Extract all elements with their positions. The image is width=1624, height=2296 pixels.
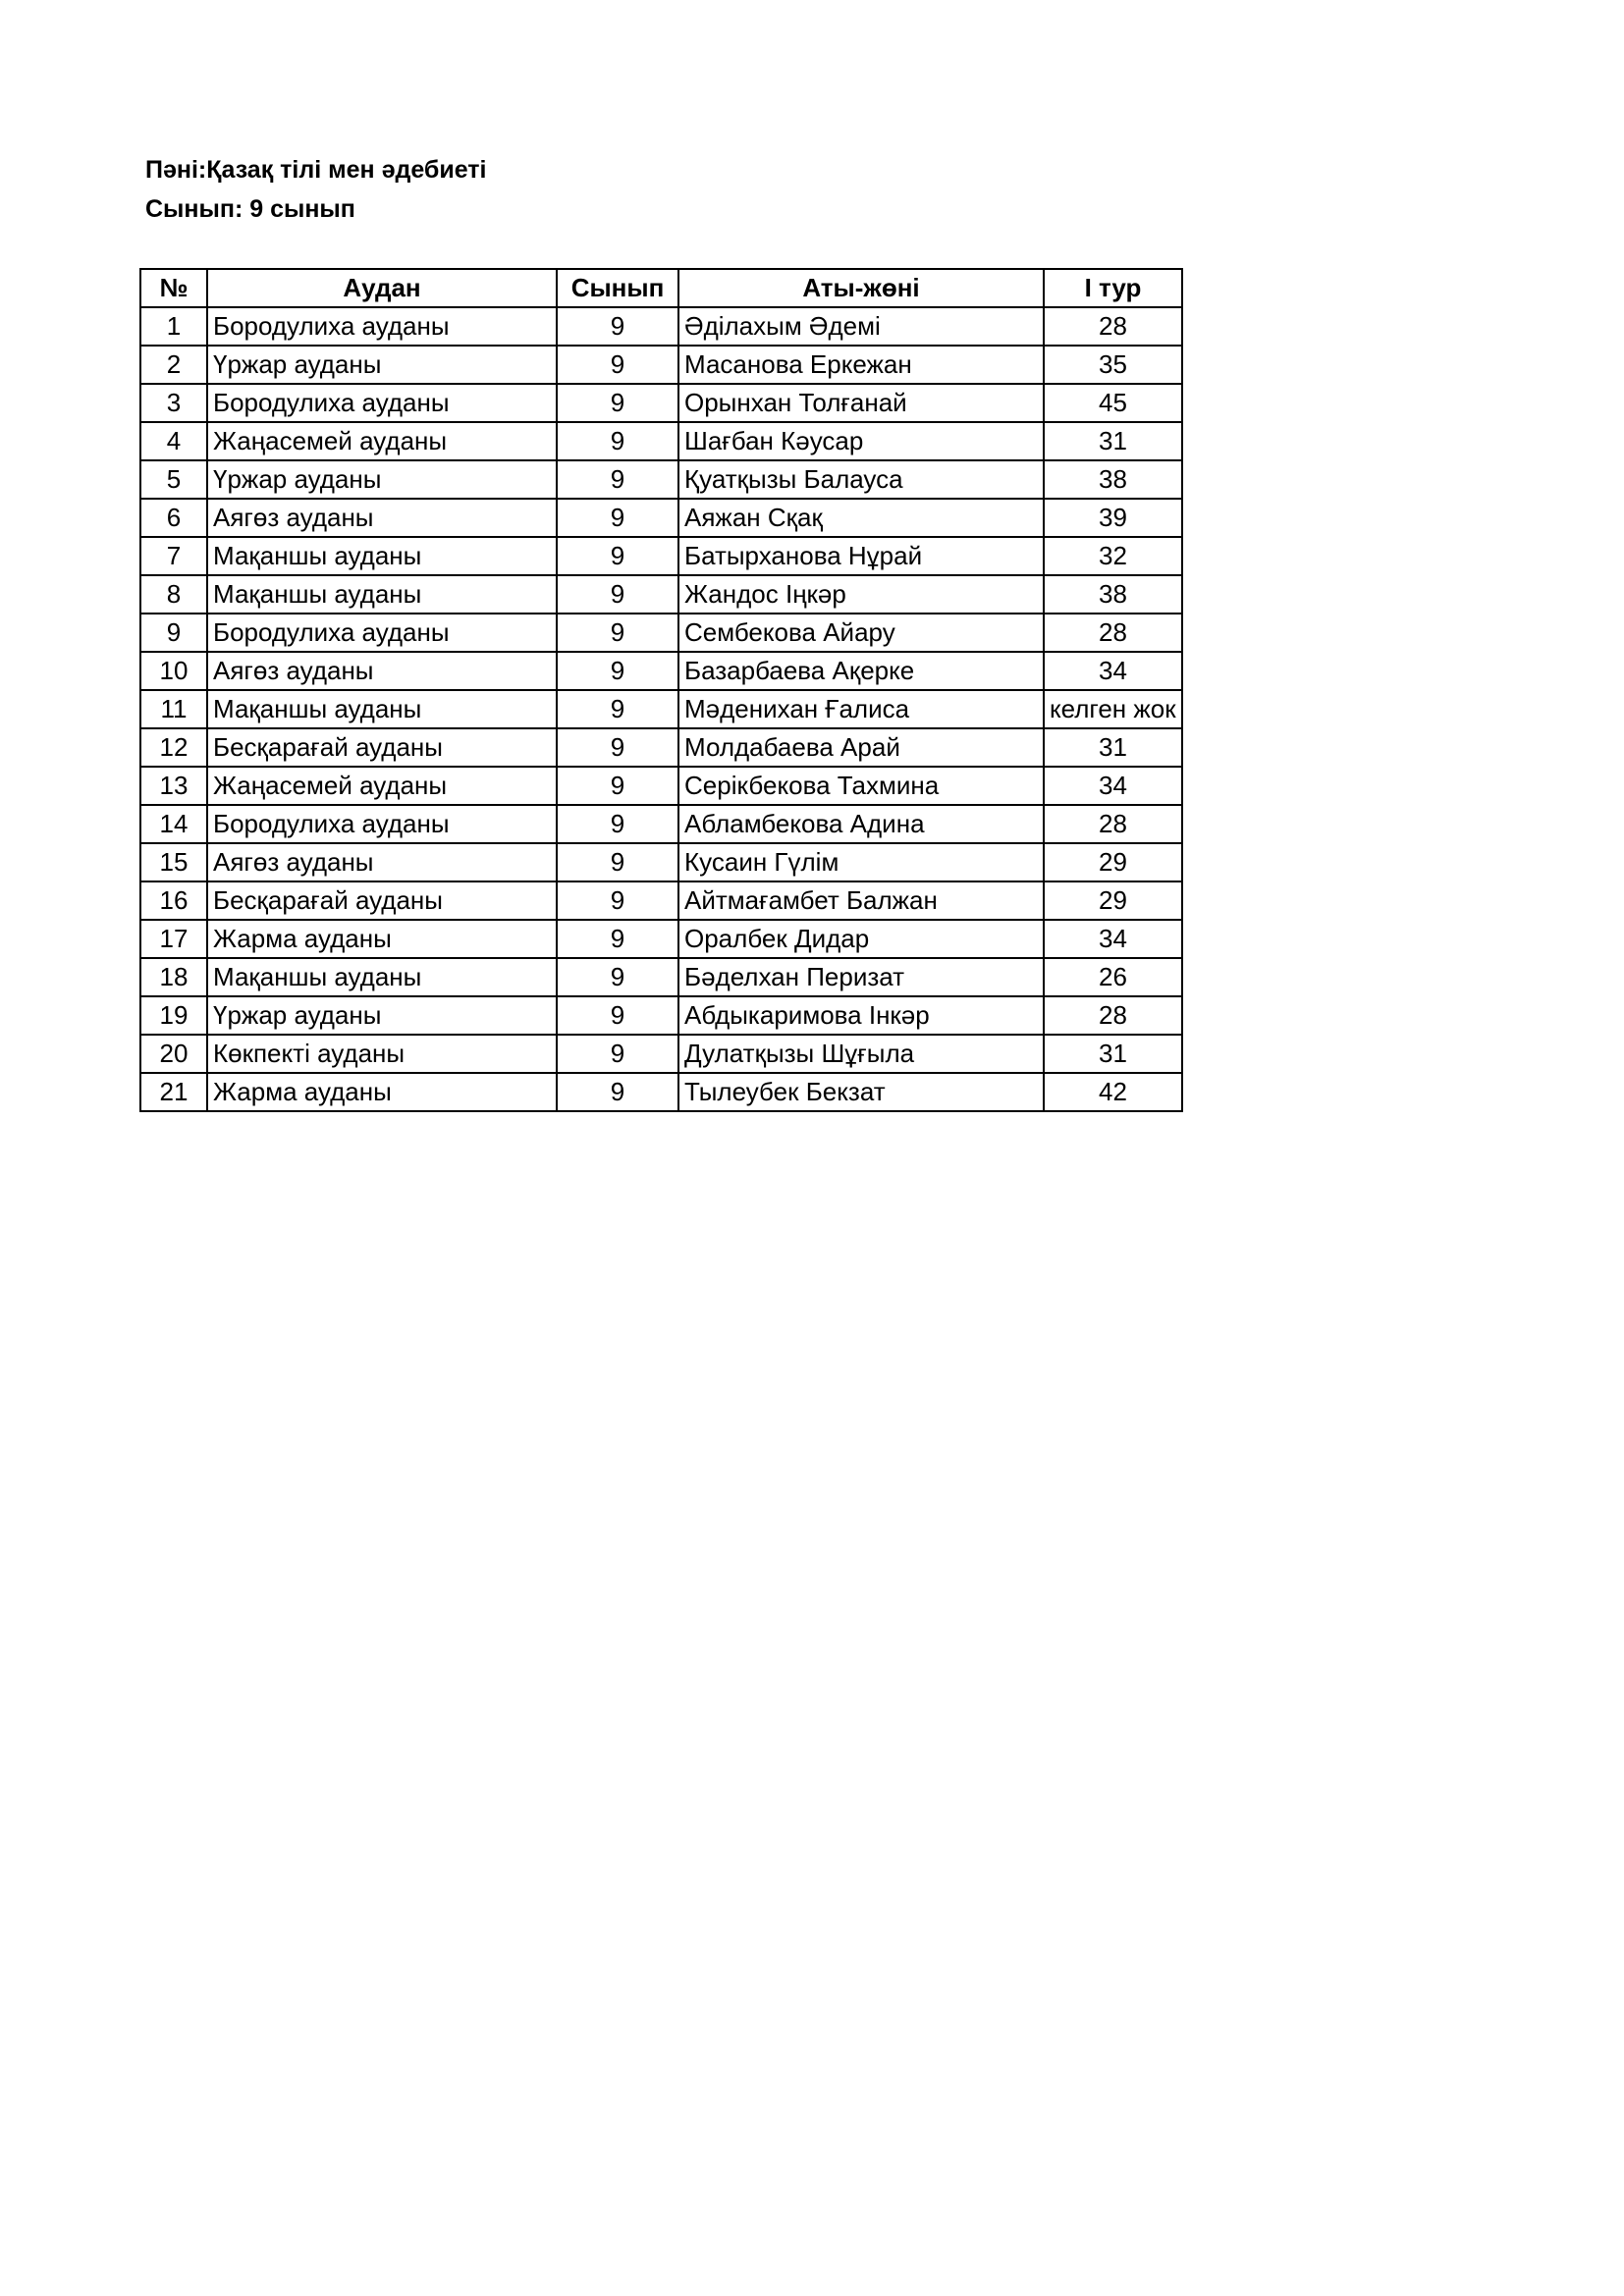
cell-grade: 9 — [557, 1073, 678, 1111]
document-subject-heading: Пәні:Қазақ тілі мен әдебиеті — [145, 156, 487, 184]
table-row — [140, 805, 1182, 843]
table-row — [140, 728, 1182, 767]
cell-district: Мақаншы ауданы — [207, 690, 557, 728]
table-row — [140, 843, 1182, 881]
cell-score: 28 — [1044, 805, 1182, 843]
table-row — [140, 1035, 1182, 1073]
cell-score: 34 — [1044, 767, 1182, 805]
cell-grade: 9 — [557, 690, 678, 728]
cell-district: Үржар ауданы — [207, 460, 557, 499]
table-row — [140, 614, 1182, 652]
cell-district: Мақаншы ауданы — [207, 575, 557, 614]
cell-grade: 9 — [557, 881, 678, 920]
cell-district: Жаңасемей ауданы — [207, 767, 557, 805]
table-row — [140, 346, 1182, 384]
cell-name: Аяжан Сқақ — [678, 499, 1044, 537]
cell-district: Мақаншы ауданы — [207, 537, 557, 575]
table-row — [140, 575, 1182, 614]
cell-name: Айтмағамбет Балжан — [678, 881, 1044, 920]
table-row — [140, 920, 1182, 958]
table-row — [140, 537, 1182, 575]
table-row — [140, 652, 1182, 690]
table-row — [140, 1073, 1182, 1111]
cell-name: Қуатқызы Балауса — [678, 460, 1044, 499]
cell-grade: 9 — [557, 843, 678, 881]
cell-score: 29 — [1044, 843, 1182, 881]
cell-name: Дулатқызы Шұғыла — [678, 1035, 1044, 1073]
cell-district: Үржар ауданы — [207, 996, 557, 1035]
cell-district: Аягөз ауданы — [207, 499, 557, 537]
column-header-grade: Сынып — [557, 269, 678, 307]
cell-number: 1 — [140, 307, 207, 346]
cell-district: Бородулиха ауданы — [207, 307, 557, 346]
cell-score: 45 — [1044, 384, 1182, 422]
table-row — [140, 881, 1182, 920]
cell-number: 7 — [140, 537, 207, 575]
cell-number: 9 — [140, 614, 207, 652]
cell-number: 3 — [140, 384, 207, 422]
cell-district: Бородулиха ауданы — [207, 805, 557, 843]
cell-score: 32 — [1044, 537, 1182, 575]
cell-score: 31 — [1044, 1035, 1182, 1073]
cell-district: Аягөз ауданы — [207, 652, 557, 690]
cell-score: 31 — [1044, 422, 1182, 460]
cell-score: 26 — [1044, 958, 1182, 996]
cell-score: 28 — [1044, 614, 1182, 652]
cell-district: Жарма ауданы — [207, 1073, 557, 1111]
cell-name: Молдабаева Арай — [678, 728, 1044, 767]
table-header-row — [140, 269, 1182, 307]
cell-grade: 9 — [557, 460, 678, 499]
document-class-heading: Сынып: 9 сынып — [145, 195, 355, 223]
cell-score: 34 — [1044, 920, 1182, 958]
cell-score: 38 — [1044, 460, 1182, 499]
cell-name: Оралбек Дидар — [678, 920, 1044, 958]
cell-name: Базарбаева Ақерке — [678, 652, 1044, 690]
cell-grade: 9 — [557, 499, 678, 537]
cell-number: 18 — [140, 958, 207, 996]
cell-score: 38 — [1044, 575, 1182, 614]
cell-grade: 9 — [557, 728, 678, 767]
cell-district: Бесқарағай ауданы — [207, 728, 557, 767]
cell-number: 2 — [140, 346, 207, 384]
cell-name: Бәделхан Перизат — [678, 958, 1044, 996]
cell-name: Серікбекова Тахмина — [678, 767, 1044, 805]
cell-grade: 9 — [557, 1035, 678, 1073]
cell-number: 13 — [140, 767, 207, 805]
cell-name: Абламбекова Адина — [678, 805, 1044, 843]
cell-district: Көкпекті ауданы — [207, 1035, 557, 1073]
cell-number: 17 — [140, 920, 207, 958]
cell-grade: 9 — [557, 307, 678, 346]
cell-district: Жаңасемей ауданы — [207, 422, 557, 460]
cell-number: 8 — [140, 575, 207, 614]
cell-number: 12 — [140, 728, 207, 767]
cell-name: Шағбан Кәусар — [678, 422, 1044, 460]
cell-name: Орынхан Толғанай — [678, 384, 1044, 422]
table-row — [140, 499, 1182, 537]
table-row — [140, 690, 1182, 728]
cell-name: Әділахым Әдемі — [678, 307, 1044, 346]
cell-score: 42 — [1044, 1073, 1182, 1111]
table-row — [140, 384, 1182, 422]
cell-name: Жандос Іңкәр — [678, 575, 1044, 614]
cell-district: Үржар ауданы — [207, 346, 557, 384]
cell-number: 4 — [140, 422, 207, 460]
cell-district: Бородулиха ауданы — [207, 614, 557, 652]
cell-grade: 9 — [557, 384, 678, 422]
cell-name: Тылеубек Бекзат — [678, 1073, 1044, 1111]
cell-name: Абдыкаримова Інкәр — [678, 996, 1044, 1035]
cell-score: 34 — [1044, 652, 1182, 690]
column-header-number: № — [140, 269, 207, 307]
cell-grade: 9 — [557, 614, 678, 652]
cell-grade: 9 — [557, 767, 678, 805]
cell-grade: 9 — [557, 996, 678, 1035]
cell-score: 39 — [1044, 499, 1182, 537]
cell-grade: 9 — [557, 652, 678, 690]
cell-number: 10 — [140, 652, 207, 690]
cell-name: Сембекова Айару — [678, 614, 1044, 652]
cell-score: 29 — [1044, 881, 1182, 920]
cell-score: 28 — [1044, 307, 1182, 346]
cell-number: 11 — [140, 690, 207, 728]
cell-number: 14 — [140, 805, 207, 843]
cell-district: Мақаншы ауданы — [207, 958, 557, 996]
cell-number: 20 — [140, 1035, 207, 1073]
cell-grade: 9 — [557, 920, 678, 958]
cell-grade: 9 — [557, 537, 678, 575]
cell-district: Бородулиха ауданы — [207, 384, 557, 422]
table-row — [140, 767, 1182, 805]
column-header-score: I тур — [1044, 269, 1182, 307]
table-row — [140, 996, 1182, 1035]
table-row — [140, 460, 1182, 499]
cell-number: 15 — [140, 843, 207, 881]
cell-number: 6 — [140, 499, 207, 537]
cell-score: 31 — [1044, 728, 1182, 767]
cell-grade: 9 — [557, 575, 678, 614]
results-table — [139, 268, 1183, 1112]
cell-name: Кусаин Гүлім — [678, 843, 1044, 881]
cell-name: Батырханова Нұрай — [678, 537, 1044, 575]
cell-number: 16 — [140, 881, 207, 920]
cell-number: 5 — [140, 460, 207, 499]
table-row — [140, 422, 1182, 460]
cell-name: Мәденихан Ғалиса — [678, 690, 1044, 728]
table-row — [140, 307, 1182, 346]
table-row — [140, 958, 1182, 996]
cell-number: 21 — [140, 1073, 207, 1111]
cell-district: Бесқарағай ауданы — [207, 881, 557, 920]
column-header-name: Аты-жөні — [678, 269, 1044, 307]
cell-grade: 9 — [557, 422, 678, 460]
cell-number: 19 — [140, 996, 207, 1035]
cell-district: Аягөз ауданы — [207, 843, 557, 881]
cell-grade: 9 — [557, 346, 678, 384]
column-header-district: Аудан — [207, 269, 557, 307]
cell-name: Масанова Еркежан — [678, 346, 1044, 384]
cell-score: келген жок — [1044, 690, 1182, 728]
table-body — [140, 307, 1182, 1111]
cell-district: Жарма ауданы — [207, 920, 557, 958]
cell-score: 35 — [1044, 346, 1182, 384]
cell-grade: 9 — [557, 805, 678, 843]
cell-grade: 9 — [557, 958, 678, 996]
cell-score: 28 — [1044, 996, 1182, 1035]
